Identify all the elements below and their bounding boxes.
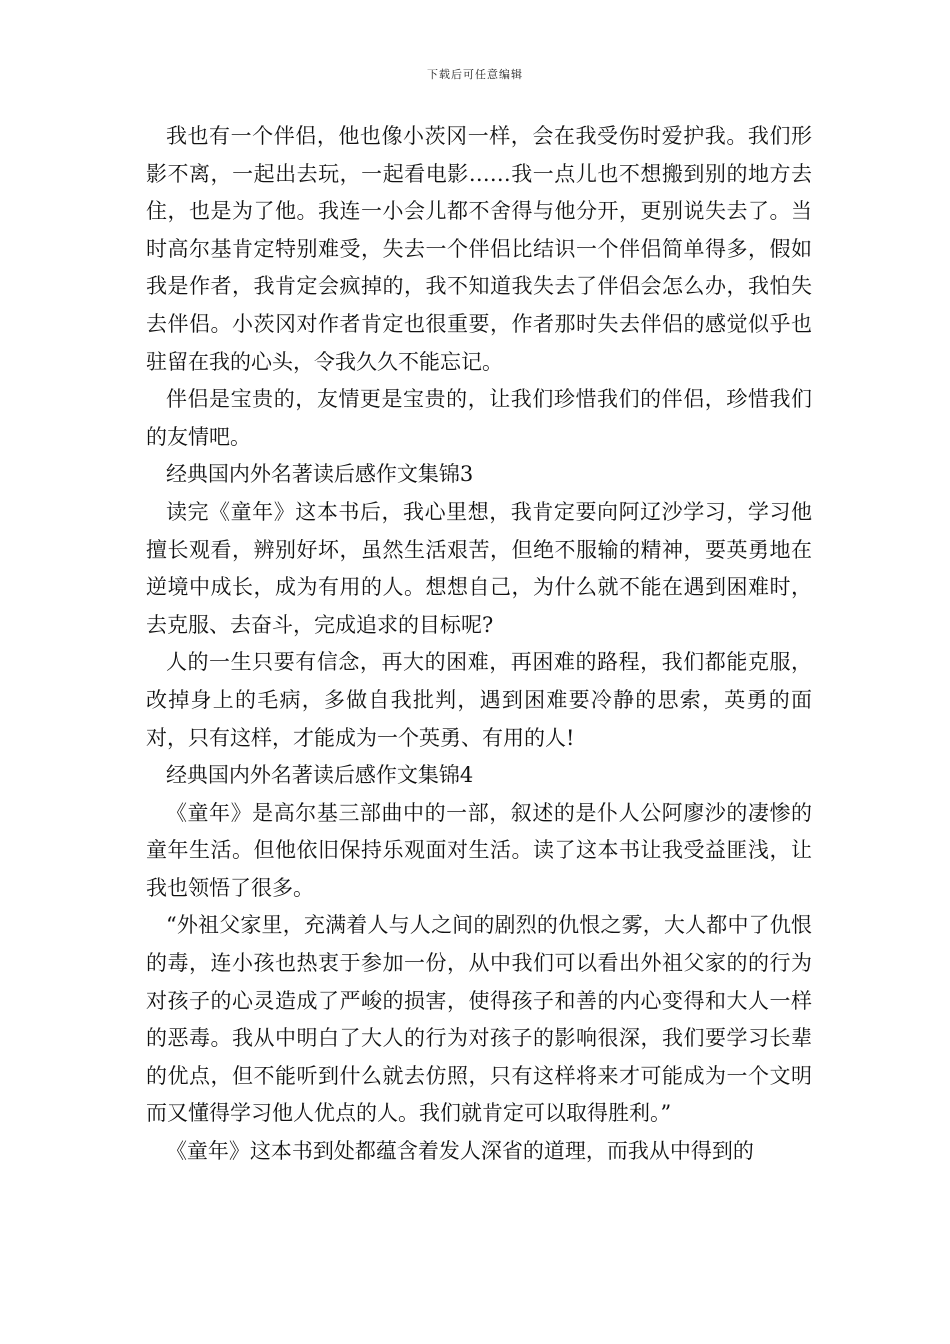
body-paragraph: 人的一生只要有信念，再大的困难，再困难的路程，我们都能克服，改掉身上的毛病，多做自我批判，遇到困难要冷静的思索，英勇的面对，只有这样，才能成为一个英勇、有用的人! [146,650,812,750]
section-heading: 经典国内外名著读后感作文集锦4 [165,763,474,788]
body-paragraph: 伴侣是宝贵的，友情更是宝贵的，让我们珍惜我们的伴侣，珍惜我们的友情吧。 [146,387,812,449]
body-paragraph: 我也有一个伴侣，他也像小茨冈一样，会在我受伤时爱护我。我们形影不离，一起出去玩，一起看电影……我一点儿也不想搬到别的地方去住，也是为了他。我连一小会儿都不舍得与他分开，更别说失去了。当时高尔基肯定特别难受，失去一个伴侣比结识一个伴侣简单得多，假如我是作者，我肯定会疯掉的，我不知道我失去了伴侣会怎么办，我怕失去伴侣。小茨冈对作者肯定也很重要，作者那时失去伴侣的感觉似乎也驻留在我的心头，令我久久不能忘记。 [146,124,812,374]
body-paragraph: 《童年》是高尔基三部曲中的一部，叙述的是仆人公阿廖沙的凄惨的童年生活。但他依旧保持乐观面对生活。读了这本书让我受益匪浅，让我也领悟了很多。 [146,800,812,900]
body-paragraph: “外祖父家里，充满着人与人之间的剧烈的仇恨之雾，大人都中了仇恨的毒，连小孩也热衷于参加一份，从中我们可以看出外祖父家的的行为对孩子的心灵造成了严峻的损害，使得孩子和善的内心变得和大人一样的恶毒。我从中明白了大人的行为对孩子的影响很深，我们要学习长辈的优点，但不能听到什么就去仿照，只有这样将来才可能成为一个文明而又懂得学习他人优点的人。我们就肯定可以取得胜利。” [146,913,812,1126]
section-heading: 经典国内外名著读后感作文集锦3 [165,462,474,487]
document-body [146,118,812,1171]
page-header-note: 下载后可任意编辑 [427,68,523,81]
body-paragraph: 读完《童年》这本书后，我心里想，我肯定要向阿辽沙学习，学习他擅长观看，辨别好坏，虽然生活艰苦，但绝不服输的精神，要英勇地在逆境中成长，成为有用的人。想想自己，为什么就不能在遇到困难时，去克服、去奋斗，完成追求的目标呢? [146,499,812,637]
body-paragraph: 《童年》这本书到处都蕴含着发人深省的道理，而我从中得到的 [165,1139,754,1164]
